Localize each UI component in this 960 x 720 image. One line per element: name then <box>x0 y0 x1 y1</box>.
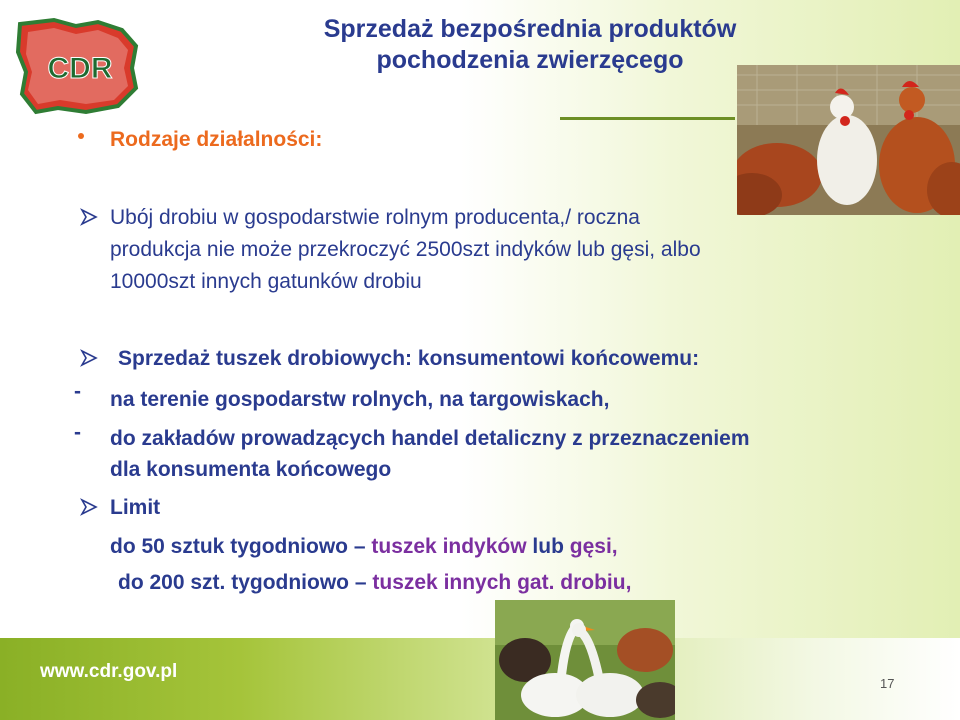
logo-text: CDR <box>47 52 113 85</box>
arrow-bullet-icon <box>80 349 98 367</box>
arrow-bullet-icon <box>80 498 98 516</box>
cdr-logo <box>14 16 142 116</box>
point-1-line-1: Ubój drobiu w gospodarstwie rolnym producenta,/ roczna <box>110 206 640 229</box>
title-line-2: pochodzenia zwierzęcego <box>376 46 684 74</box>
limit-line-2 <box>118 568 631 598</box>
section-heading-text: Rodzaje działalności: <box>110 128 323 151</box>
dash-marker: - <box>74 421 81 444</box>
title-underline <box>560 117 735 120</box>
section-heading <box>110 128 322 152</box>
point-1-line-3: 10000szt innych gatunków drobiu <box>110 270 422 293</box>
photo-geese <box>495 600 675 720</box>
limit-line-1 <box>110 532 618 562</box>
title-line-1: Sprzedaż bezpośrednia produktów <box>323 15 737 43</box>
arrow-bullet-icon <box>80 208 98 226</box>
limit-1-subject-b: gęsi, <box>569 535 618 558</box>
limit-1-subject-a: tuszek indyków <box>371 535 527 558</box>
footer-url[interactable]: www.cdr.gov.pl <box>40 661 178 682</box>
limit-2-amount: do 200 szt. tygodniowo – <box>118 571 367 594</box>
page-number: 17 <box>880 676 895 691</box>
point-2-item-2-line-1: do zakładów prowadzących handel detaliczny z przeznaczeniem <box>110 427 750 450</box>
point-2-heading: Sprzedaż tuszek drobiowych: konsumentowi końcowemu: <box>118 347 700 370</box>
limit-1-amount: do 50 sztuk tygodniowo – <box>110 535 366 558</box>
dash-marker: - <box>74 380 81 403</box>
point-1-line-2: produkcja nie może przekroczyć 2500szt indyków lub gęsi, albo <box>110 238 701 261</box>
limit-1-connector: lub <box>532 535 564 558</box>
point-2-item-2-line-2: dla konsumenta końcowego <box>110 458 392 481</box>
point-3-heading: Limit <box>110 496 161 519</box>
limit-2-subject: tuszek innych gat. drobiu, <box>372 571 632 594</box>
photo-hens <box>737 65 960 215</box>
point-2-item-1: na terenie gospodarstw rolnych, na targowiskach, <box>110 388 610 411</box>
bullet-dot <box>78 133 84 139</box>
